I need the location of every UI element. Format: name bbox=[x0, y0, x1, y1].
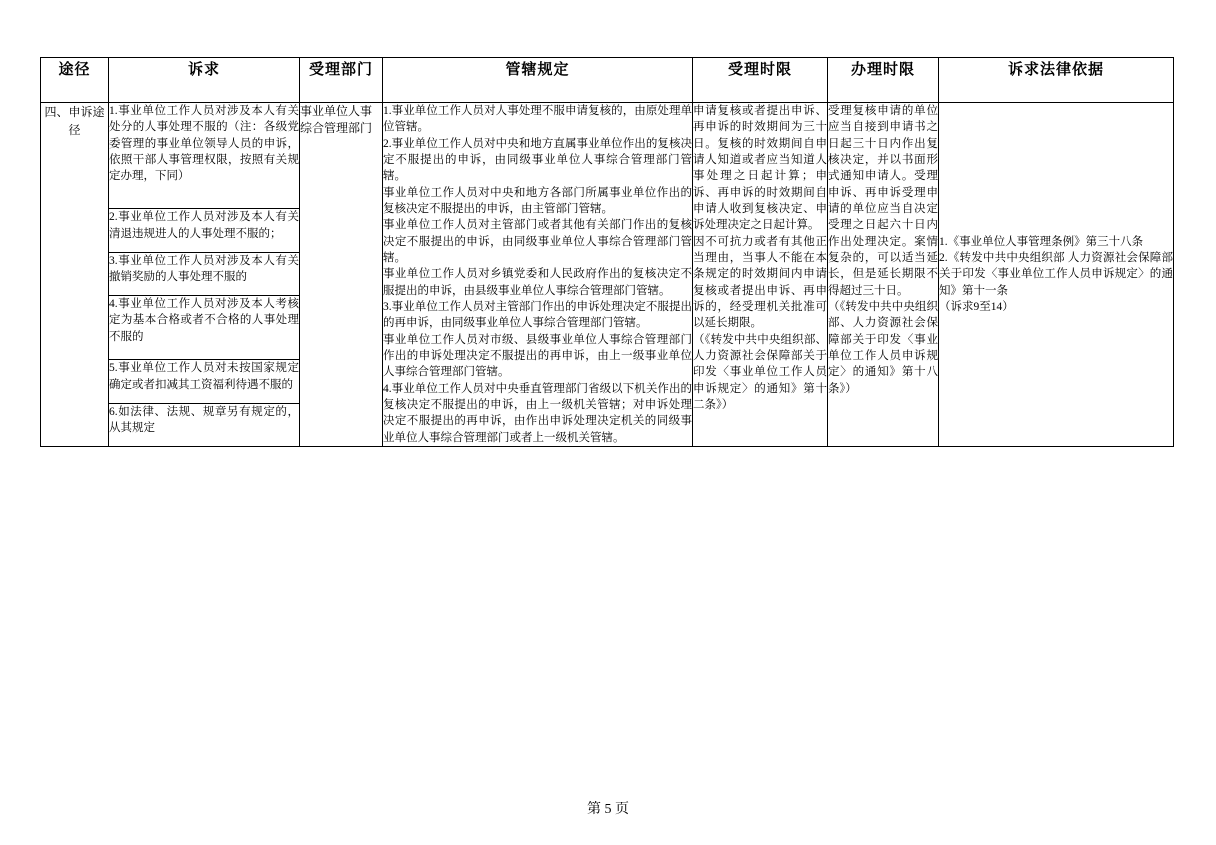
jurisdiction-line-8: 4.事业单位工作人员对中央垂直管理部门省级以下机关作出的复核决定不服提出的申诉，由上一级机关管辖；对申诉处理决定不服提出的再申诉，由作出申诉处理决定机关的同级事业单位人事综合管理部门或者上一级机关管辖。 bbox=[383, 382, 692, 444]
process-deadline-line-2: （《转发中共中央组织部、人力资源社会保障部关于印发〈事业单位工作人员申诉规定〉的通知》第十八条》） bbox=[828, 300, 938, 395]
claim-cell-3: 3.事业单位工作人员对涉及本人有关撤销奖励的人事处理不服的 bbox=[109, 252, 300, 295]
jurisdiction-line-7: 事业单位工作人员对市级、县级事业单位人事综合管理部门作出的申诉处理决定不服提出的再申诉，由上一级事业单位人事综合管理部门管辖。 bbox=[383, 333, 692, 379]
route-cell bbox=[41, 103, 109, 447]
legal-basis-cell bbox=[939, 103, 1174, 447]
legal-basis-line-2: 2.《转发中共中央组织部 人力资源社会保障部关于印发〈事业单位工作人员申诉规定〉的通知》第十一条 bbox=[939, 251, 1173, 297]
header-claim: 诉求 bbox=[109, 58, 300, 103]
claim-cell-2: 2.事业单位工作人员对涉及本人有关清退违规进人的人事处理不服的； bbox=[109, 209, 300, 252]
appeal-routes-table bbox=[40, 57, 1174, 447]
claim-cell-1: 1.事业单位工作人员对涉及本人有关处分的人事处理不服的（注：各级党委管理的事业单位领导人员的申诉，依照干部人事管理权限，按照有关规定办理，下同） bbox=[109, 103, 300, 209]
jurisdiction-line-3: 事业单位工作人员对中央和地方各部门所属事业单位作出的复核决定不服提出的申诉，由主管部门管辖。 bbox=[383, 186, 692, 215]
accept-deadline-cell bbox=[693, 103, 828, 447]
legal-basis-line-3: （诉求9至14） bbox=[939, 300, 1014, 313]
jurisdiction-line-2: 2.事业单位工作人员对中央和地方直属事业单位作出的复核决定不服提出的申诉，由同级事业单位人事综合管理部门管辖。 bbox=[383, 137, 692, 183]
process-deadline-cell bbox=[828, 103, 939, 447]
page-footer: 第 5 页 bbox=[587, 802, 629, 817]
header-legal-basis: 诉求法律依据 bbox=[939, 58, 1174, 103]
jurisdiction-line-6: 3.事业单位工作人员对主管部门作出的申诉处理决定不服提出的再申诉，由同级事业单位人事综合管理部门管辖。 bbox=[383, 300, 692, 330]
jurisdiction-cell bbox=[383, 103, 693, 447]
header-route: 途径 bbox=[41, 58, 109, 103]
jurisdiction-line-1: 1.事业单位工作人员对人事处理不服申请复核的，由原处理单位管辖。 bbox=[383, 105, 692, 134]
claim-cell-6: 6.如法律、法规、规章另有规定的，从其规定 bbox=[109, 403, 300, 446]
route-label: 四、申诉途径 bbox=[44, 105, 105, 137]
header-jurisdiction: 管辖规定 bbox=[383, 58, 693, 103]
accept-deadline-line-1: 申请复核或者提出申诉、再申诉的时效期间为三十日。复核的时效期间自申请人知道或者应当知道人事处理之日起计算；申诉、再申诉的时效期间自申请人收到复核决定、申诉处理决定之日起计算。 bbox=[693, 105, 827, 232]
header-accept-deadline: 受理时限 bbox=[693, 58, 828, 103]
table-row bbox=[41, 103, 1174, 209]
process-deadline-line-1: 受理复核申请的单位应当自接到申请书之日起三十日内作出复核决定，并以书面形式通知申请人。受理申诉、再申诉受理申请的单位应当自决定受理之日起六十日内作出处理决定。案情复杂的，可以适当延长，但是延长期限不得超过三十日。 bbox=[828, 105, 938, 297]
jurisdiction-line-5: 事业单位工作人员对乡镇党委和人民政府作出的复核决定不服提出的申诉，由县级事业单位人事综合管理部门管辖。 bbox=[383, 268, 692, 297]
table-header-row bbox=[41, 58, 1174, 103]
claim-cell-4: 4.事业单位工作人员对涉及本人考核定为基本合格或者不合格的人事处理不服的 bbox=[109, 295, 300, 359]
header-process-deadline: 办理时限 bbox=[828, 58, 939, 103]
claim-cell-5: 5.事业单位工作人员对未按国家规定确定或者扣减其工资福利待遇不服的 bbox=[109, 360, 300, 403]
header-accept-dept: 受理部门 bbox=[300, 58, 383, 103]
accept-deadline-line-3: （《转发中共中央组织部、人力资源社会保障部关于印发〈事业单位工作人员申诉规定〉的通知》第十二条》） bbox=[693, 333, 827, 411]
accept-dept-cell: 事业单位人事综合管理部门 bbox=[300, 103, 383, 447]
accept-deadline-line-2: 因不可抗力或者有其他正当理由，当事人不能在本条规定的时效期间内申请复核或者提出申诉、再申诉的，经受理机关批准可以延长期限。 bbox=[693, 235, 827, 330]
legal-basis-line-1: 1.《事业单位人事管理条例》第三十八条 bbox=[939, 235, 1144, 248]
jurisdiction-line-4: 事业单位工作人员对主管部门或者其他有关部门作出的复核决定不服提出的申诉，由同级事业单位人事综合管理部门管辖。 bbox=[383, 219, 692, 264]
